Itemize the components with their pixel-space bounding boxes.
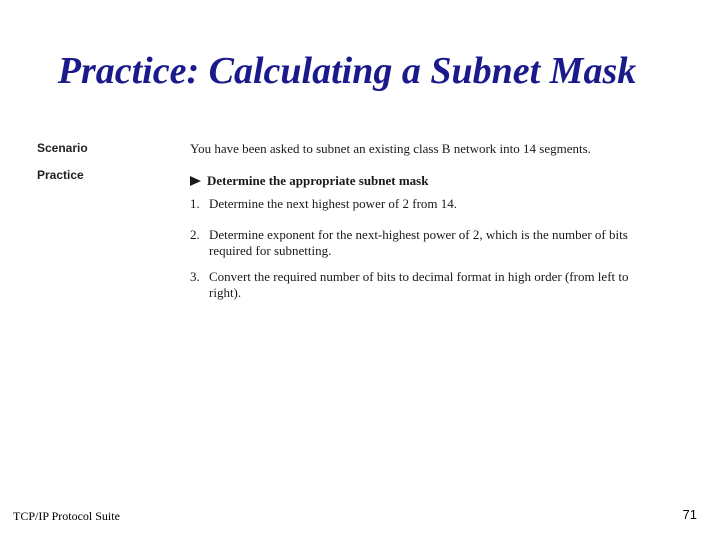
step-number: 3. xyxy=(190,269,200,284)
procedure-step xyxy=(190,227,660,259)
scenario-label: Scenario xyxy=(37,141,88,155)
step-text: Convert the required number of bits to decimal format in high order (from left to right). xyxy=(209,269,629,300)
procedure-steps xyxy=(190,196,660,313)
procedure-step xyxy=(190,196,660,212)
slide-title: Practice: Calculating a Subnet Mask xyxy=(57,50,637,92)
practice-label: Practice xyxy=(37,168,84,182)
procedure-heading-text: Determine the appropriate subnet mask xyxy=(207,173,429,188)
step-number: 1. xyxy=(190,196,200,211)
procedure-heading xyxy=(190,173,428,189)
procedure-step xyxy=(190,269,660,301)
step-text: Determine exponent for the next-highest power of 2, which is the number of bits required for subnetting. xyxy=(209,227,628,258)
arrow-right-icon xyxy=(190,176,201,186)
page-number: 71 xyxy=(682,507,697,522)
scenario-text: You have been asked to subnet an existing class B network into 14 segments. xyxy=(190,141,591,156)
footer-title: TCP/IP Protocol Suite xyxy=(13,509,120,523)
step-text: Determine the next highest power of 2 from 14. xyxy=(209,196,458,211)
step-number: 2. xyxy=(190,227,200,242)
